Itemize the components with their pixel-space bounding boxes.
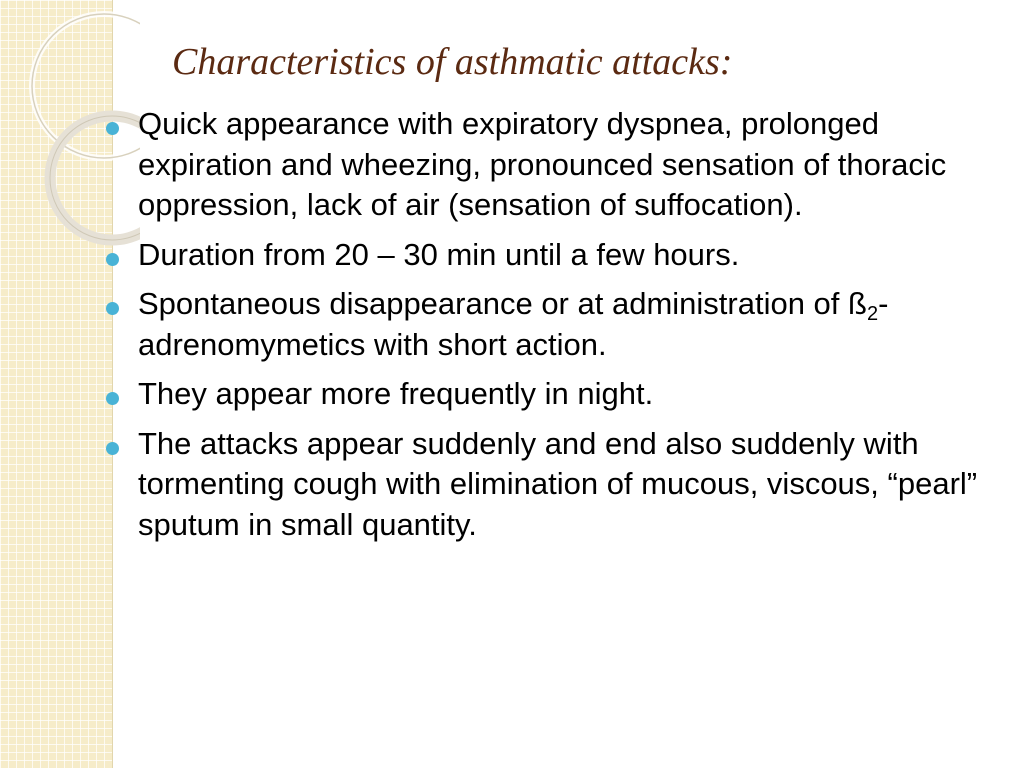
bullet-text: Duration from 20 – 30 min until a few hours.: [138, 236, 740, 272]
bullet-text-part: -adrenomymetics with short action.: [138, 286, 889, 362]
bullet-dot-icon: [106, 253, 119, 266]
bullet-list: [104, 104, 1022, 554]
bullet-text: The attacks appear suddenly and end also suddenly with tormenting cough with elimination of mucous, viscous, “pearl” sputum in small quantity.: [138, 425, 978, 542]
bullet-dot-icon: [106, 442, 119, 455]
bullet-dot-icon: [106, 122, 119, 135]
bullet-text-part: Spontaneous disappearance or at administration of ß: [138, 286, 867, 321]
bullet-dot-icon: [106, 302, 119, 315]
bullet-item: [104, 424, 1022, 546]
bullet-text: Quick appearance with expiratory dyspnea, prolonged expiration and wheezing, pronounced sensation of thoracic oppression, lack of air (sensation of suffocation).: [138, 106, 947, 222]
bullet-item: [104, 235, 1022, 276]
slide-title: Characteristics of asthmatic attacks:: [172, 41, 733, 83]
subscript: 2: [866, 303, 879, 325]
bullet-item: [104, 104, 1022, 226]
bullet-dot-icon: [106, 392, 119, 405]
bullet-item: [104, 284, 1022, 365]
bullet-text: They appear more frequently in night.: [138, 376, 654, 411]
bullet-text: [138, 286, 888, 362]
bullet-item: [104, 374, 1022, 415]
